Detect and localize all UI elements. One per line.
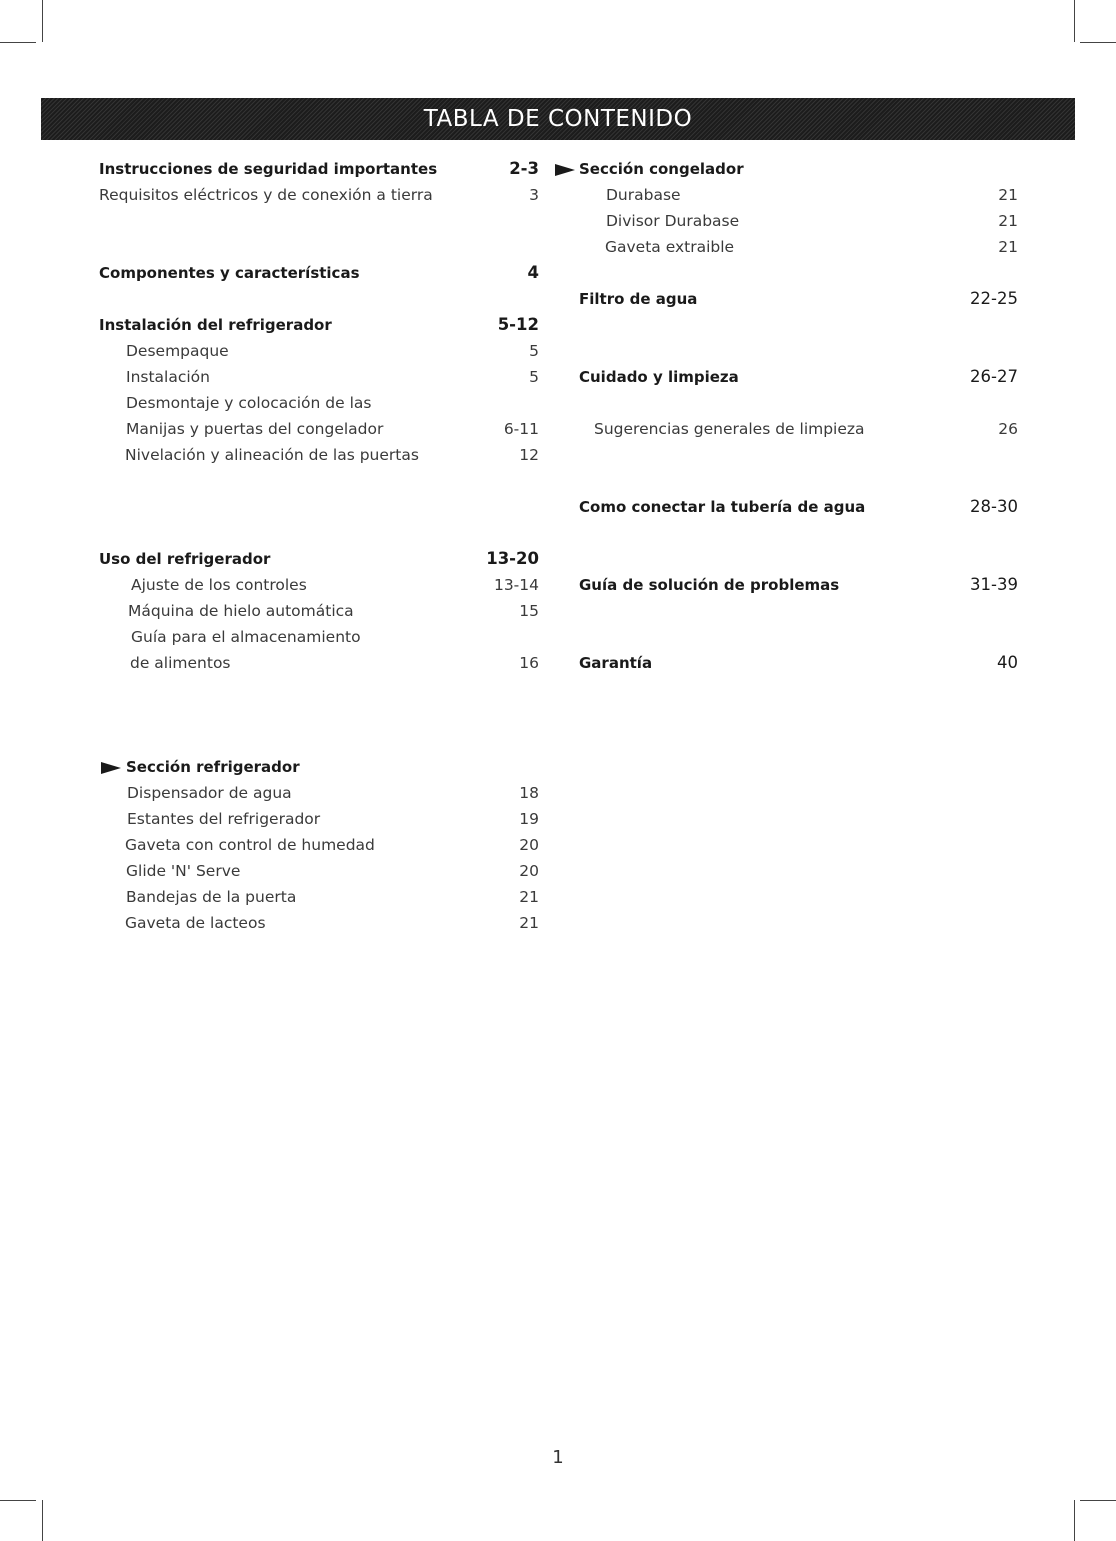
crop-mark [0,42,36,43]
page-title: TABLA DE CONTENIDO [423,106,693,132]
toc-entry[interactable]: Instalación del refrigerador 5-12 [99,315,539,334]
toc-entry[interactable]: de alimentos 16 [130,654,539,672]
toc-entry[interactable]: Durabase 21 [606,186,1018,204]
toc-entry[interactable]: Manijas y puertas del congelador 6-11 [126,420,539,438]
toc-entry[interactable]: Glide 'N' Serve 20 [126,862,539,880]
crop-mark [1080,42,1116,43]
toc-entry[interactable]: Gaveta con control de humedad 20 [125,836,539,854]
toc-entry[interactable]: Uso del refrigerador 13-20 [99,549,539,568]
title-banner [41,98,1075,140]
toc-entry[interactable]: Gaveta extraible 21 [605,238,1018,256]
crop-mark [1080,1500,1116,1501]
toc-entry[interactable]: Nivelación y alineación de las puertas 12 [125,446,539,464]
crop-mark [42,1500,43,1541]
toc-entry[interactable]: Máquina de hielo automática 15 [128,602,539,620]
toc-entry[interactable]: Requisitos eléctricos y de conexión a tierra 3 [99,186,539,204]
toc-entry[interactable]: Guía para el almacenamiento [131,628,361,646]
toc-entry[interactable]: Desempaque 5 [126,342,539,360]
toc-entry[interactable]: Sugerencias generales de limpieza 26 [594,420,1018,438]
toc-entry[interactable]: Garantía 40 [579,653,1018,672]
toc-entry[interactable]: Ajuste de los controles 13-14 [131,576,539,594]
toc-entry[interactable]: Guía de solución de problemas 31-39 [579,575,1018,594]
toc-entry[interactable]: Componentes y características 4 [99,263,539,282]
toc-entry[interactable]: Sección congelador [579,160,744,178]
toc-entry[interactable]: Estantes del refrigerador 19 [127,810,539,828]
crop-mark [0,1500,36,1501]
toc-entry[interactable]: Bandejas de la puerta 21 [126,888,539,906]
toc-entry[interactable]: Como conectar la tubería de agua 28-30 [579,497,1018,516]
toc-entry[interactable]: Dispensador de agua 18 [127,784,539,802]
toc-entry[interactable]: Cuidado y limpieza 26-27 [579,367,1018,386]
toc-entry[interactable]: Gaveta de lacteos 21 [125,914,539,932]
page-number: 1 [552,1447,564,1468]
toc-entry[interactable]: Sección refrigerador [126,758,300,776]
crop-mark [42,0,43,42]
crop-mark [1074,1500,1075,1541]
crop-mark [1074,0,1075,42]
triangle-arrow-icon [555,164,575,176]
triangle-arrow-icon [101,762,121,774]
toc-entry[interactable]: Filtro de agua 22-25 [579,289,1018,308]
toc-entry[interactable]: Instalación 5 [126,368,539,386]
toc-entry[interactable]: Divisor Durabase 21 [606,212,1018,230]
toc-entry[interactable]: Instrucciones de seguridad importantes 2-3 [99,159,539,178]
toc-entry[interactable]: Desmontaje y colocación de las [126,394,372,412]
